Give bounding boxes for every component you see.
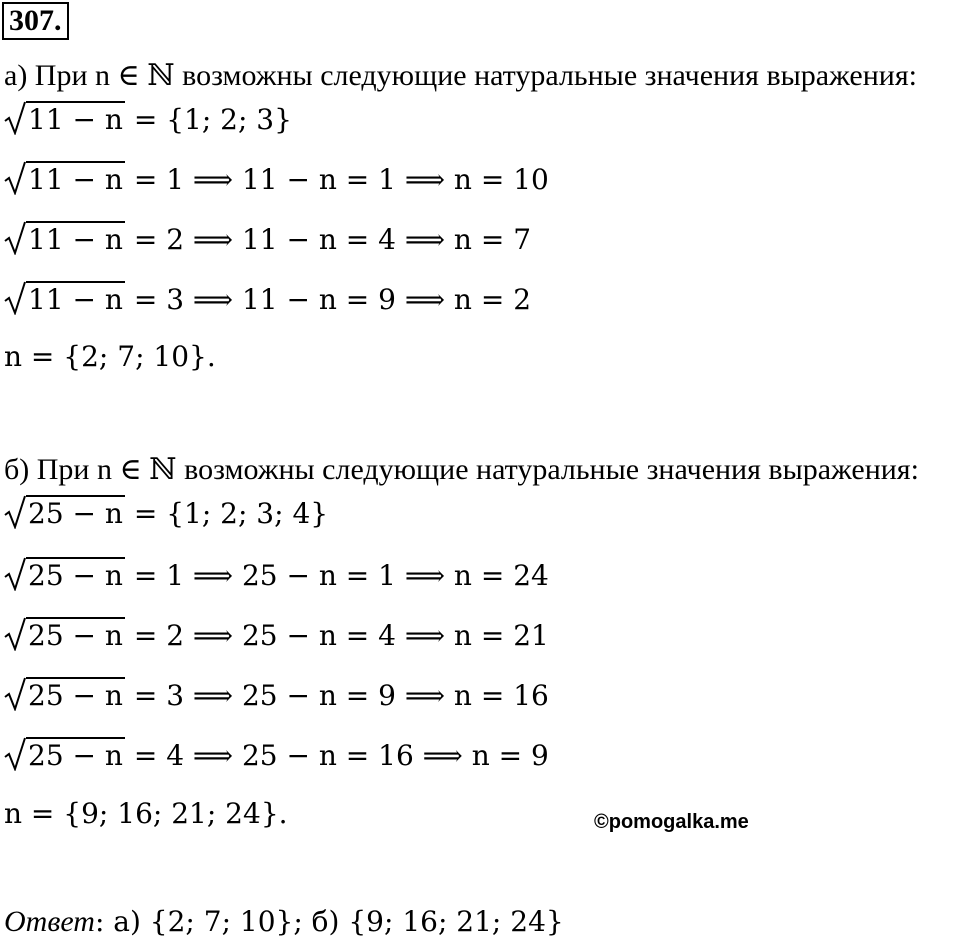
radicand: 11 − n (28, 223, 123, 256)
sqrt-sign-icon (4, 161, 26, 195)
part-a-row-1 (4, 160, 549, 200)
radicand: 11 − n (28, 283, 123, 316)
problem-number: 307. (2, 2, 69, 40)
range-value: = {1; 2; 3; 4} (124, 497, 329, 530)
radicand: 25 − n (28, 619, 123, 652)
sqrt-expression (4, 100, 125, 140)
row-derivation: = 2 ⟹ 25 − n = 4 ⟹ n = 21 (124, 619, 549, 652)
radicand: 11 − n (28, 163, 123, 196)
part-a-range-line (4, 100, 292, 140)
row-derivation: = 3 ⟹ 25 − n = 9 ⟹ n = 16 (124, 679, 549, 712)
radicand: 11 − n (28, 103, 123, 136)
sqrt-sign-icon (4, 737, 26, 771)
answer-line (4, 902, 564, 942)
sqrt-expression (4, 616, 125, 656)
watermark: ©pomogalka.me (594, 811, 749, 833)
part-b-row-3 (4, 676, 549, 716)
part-a-intro: а) При n ∈ ℕ возможны следующие натуральные значения выражения: (4, 59, 917, 92)
row-derivation: = 4 ⟹ 25 − n = 16 ⟹ n = 9 (124, 739, 549, 772)
row-derivation: = 2 ⟹ 11 − n = 4 ⟹ n = 7 (124, 223, 532, 256)
sqrt-expression (4, 494, 125, 534)
sqrt-expression (4, 280, 125, 320)
sqrt-sign-icon (4, 281, 26, 315)
row-derivation: = 1 ⟹ 11 − n = 1 ⟹ n = 10 (124, 163, 549, 196)
part-a-row-3 (4, 280, 531, 320)
part-b-range-line (4, 494, 328, 534)
part-a-result: n = {2; 7; 10}. (4, 340, 216, 373)
radicand: 25 − n (28, 679, 123, 712)
part-a-row-2 (4, 220, 531, 260)
answer-text: : а) {2; 7; 10}; б) {9; 16; 21; 24} (94, 905, 564, 938)
sqrt-expression (4, 556, 125, 596)
sqrt-sign-icon (4, 557, 26, 591)
part-b-result: n = {9; 16; 21; 24}. (4, 797, 288, 830)
sqrt-sign-icon (4, 495, 26, 529)
part-b-row-2 (4, 616, 549, 656)
sqrt-expression (4, 160, 125, 200)
sqrt-expression (4, 736, 125, 776)
part-b-row-4 (4, 736, 549, 776)
sqrt-expression (4, 220, 125, 260)
sqrt-expression (4, 676, 125, 716)
part-b-row-1 (4, 556, 549, 596)
sqrt-sign-icon (4, 617, 26, 651)
range-value: = {1; 2; 3} (124, 103, 292, 136)
sqrt-sign-icon (4, 677, 26, 711)
radicand: 25 − n (28, 559, 123, 592)
row-derivation: = 3 ⟹ 11 − n = 9 ⟹ n = 2 (124, 283, 532, 316)
sqrt-sign-icon (4, 101, 26, 135)
answer-label: Ответ (4, 905, 95, 938)
sqrt-sign-icon (4, 221, 26, 255)
radicand: 25 − n (28, 739, 123, 772)
part-b-intro: б) При n ∈ ℕ возможны следующие натуральные значения выражения: (4, 453, 919, 486)
radicand: 25 − n (28, 497, 123, 530)
row-derivation: = 1 ⟹ 25 − n = 1 ⟹ n = 24 (124, 559, 549, 592)
